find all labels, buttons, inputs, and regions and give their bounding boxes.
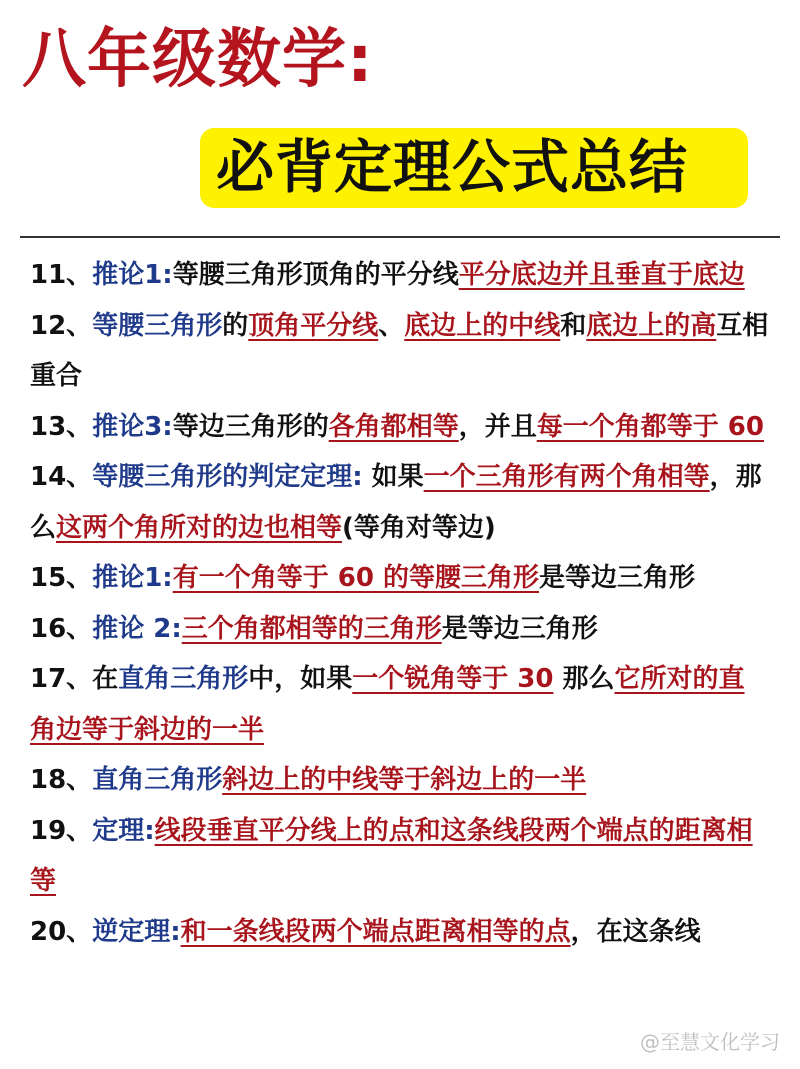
item-text: 是等边三角形 xyxy=(441,613,598,644)
keyword-text: 推论 2: xyxy=(92,613,182,644)
highlighted-text: 有一个角等于 60 的等腰三角形 xyxy=(172,563,539,593)
item-text: 互相重合 xyxy=(30,310,769,391)
keyword-text: 等腰三角形 xyxy=(92,310,223,341)
item-text: 、 xyxy=(378,310,405,341)
page-subtitle: 必背定理公式总结 xyxy=(216,133,689,201)
theorem-item xyxy=(30,402,770,453)
keyword-text: 逆定理: xyxy=(92,916,181,947)
item-text: 中，如果 xyxy=(248,664,353,694)
highlighted-text: 顶角平分线 xyxy=(248,310,379,341)
item-text: 12、 xyxy=(30,310,93,341)
theorem-list xyxy=(30,250,770,957)
theorem-item xyxy=(30,755,770,806)
item-text: 19、 xyxy=(30,815,93,846)
highlighted-text: 一个锐角等于 30 xyxy=(352,664,554,694)
page-title: 八年级数学: xyxy=(22,23,374,97)
theorem-item xyxy=(30,452,770,553)
item-text: 13、 xyxy=(30,411,93,442)
item-text: 18、 xyxy=(30,765,93,795)
item-text: 是等边三角形 xyxy=(538,563,695,593)
watermark: @至慧文化学习 xyxy=(640,1030,780,1054)
item-text: 15、 xyxy=(30,563,93,593)
divider xyxy=(20,236,780,238)
keyword-text: 推论3: xyxy=(92,411,173,442)
highlighted-text: 各角都相等 xyxy=(328,411,459,442)
item-text: ，在这条线 xyxy=(570,916,701,947)
keyword-text: 直角三角形 xyxy=(92,765,223,795)
keyword-text: 定理: xyxy=(92,815,155,846)
item-text: 17、在 xyxy=(30,664,119,694)
highlighted-text: 它所对的直角边等于斜边的一半 xyxy=(30,664,745,745)
highlighted-text: 平分底边并且垂直于底边 xyxy=(458,260,745,290)
theorem-item xyxy=(30,806,770,907)
item-text: 20、 xyxy=(30,916,93,947)
highlighted-text: 这两个角所对的边也相等 xyxy=(56,512,343,543)
item-text: 14、 xyxy=(30,462,93,492)
theorem-item xyxy=(30,907,770,958)
item-text: ，那么 xyxy=(30,462,762,543)
highlighted-text: 一个三角形有两个角相等 xyxy=(423,462,710,492)
theorem-item xyxy=(30,553,770,604)
item-text: (等角对等边) xyxy=(342,512,496,543)
theorem-item xyxy=(30,250,770,301)
highlighted-text: 底边上的高 xyxy=(586,310,717,341)
item-text: 11、 xyxy=(30,260,93,290)
highlighted-text: 每一个角都等于 60 xyxy=(536,411,764,442)
highlighted-text: 斜边上的中线等于斜边上的一半 xyxy=(222,765,587,795)
theorem-item xyxy=(30,301,770,402)
highlighted-text: 线段垂直平分线上的点和这条线段两个端点的距离相等 xyxy=(30,815,753,896)
highlighted-text: 三个角都相等的三角形 xyxy=(181,613,442,644)
item-text: 和 xyxy=(560,310,587,341)
item-text: 那么 xyxy=(553,664,615,694)
item-text: 等边三角形的 xyxy=(172,411,329,442)
keyword-text: 推论1: xyxy=(92,260,173,290)
highlighted-text: 底边上的中线 xyxy=(404,310,561,341)
keyword-text: 推论1: xyxy=(92,563,173,593)
item-text: 的 xyxy=(222,310,249,341)
theorem-item xyxy=(30,604,770,655)
item-text: 如果 xyxy=(362,462,424,492)
keyword-text: 直角三角形 xyxy=(118,664,249,694)
highlighted-text: 和一条线段两个端点距离相等的点 xyxy=(180,916,571,947)
item-text: 16、 xyxy=(30,613,93,644)
item-text: ，并且 xyxy=(458,411,537,442)
keyword-text: 等腰三角形的判定定理: xyxy=(92,462,363,492)
item-text: 等腰三角形顶角的平分线 xyxy=(172,260,459,290)
theorem-item xyxy=(30,654,770,755)
